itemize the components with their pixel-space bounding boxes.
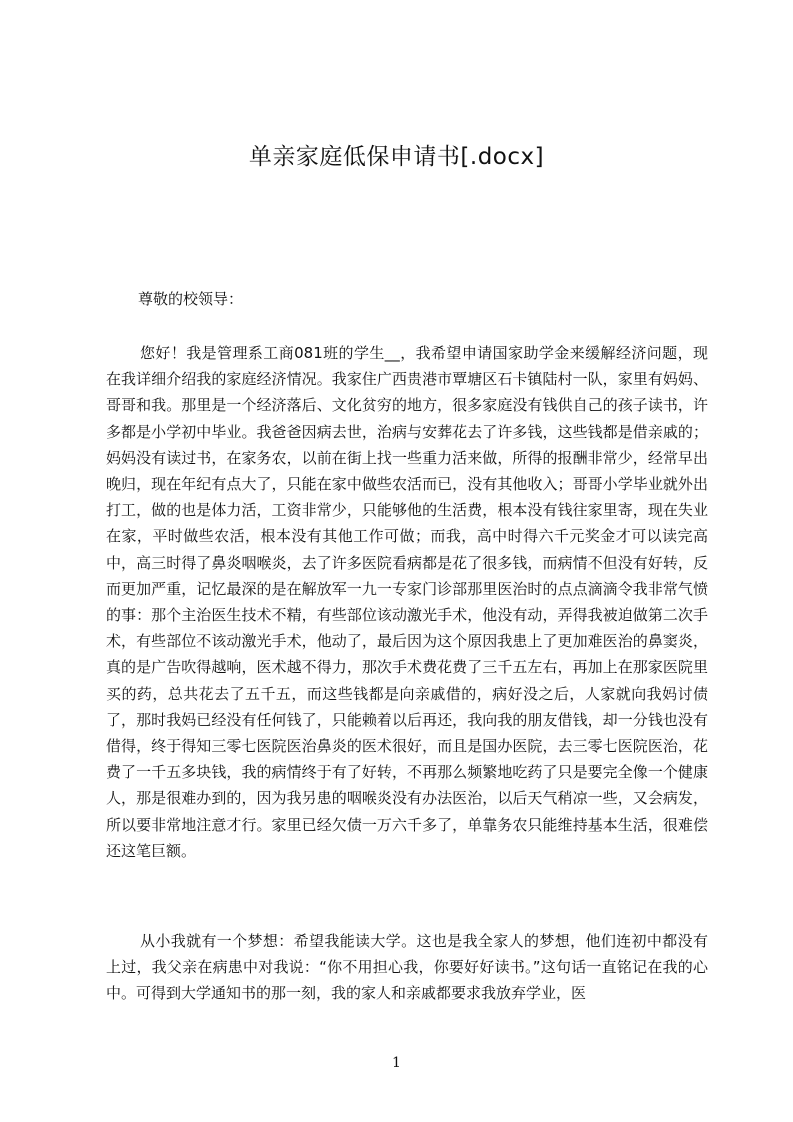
body-paragraph: 您好！我是管理系工商081班的学生__，我希望申请国家助学金来缓解经济问题，现在我详细介绍我的家庭经济情况。我家住广西贵港市覃塘区石卡镇陆村一队，家里有妈妈、哥哥和我。那里是一个经济落后、文化贫穷的地方，很多家庭没有钱供自己的孩子读书，许多都是小学初中毕业。我爸爸因病去世，治病与安葬花去了许多钱，这些钱都是借亲戚的；妈妈没有读过书，在家务农，以前在街上找一些重力活来做，所得的报酬非常少，经常早出晚归，现在年纪有点大了，只能在家中做些农活而已，没有其他收入；哥哥小学毕业就外出打工，做的也是体力活，工资非常少，只能够他的生活费，根本没有钱往家里寄，现在失业在家，平时做些农活，根本没有其他工作可做；而我，高中时得六千元奖金才可以读完高中，高三时得了鼻炎咽喉炎，去了许多医院看病都是花了很多钱，而病情不但没有好转，反而更加严重，记忆最深的是在解放军一九一专家门诊部那里医治时的点点滴滴令我非常气愤的事：那个主治医生技术不精，有些部位该动激光手术，他没有动，弄得我被迫做第二次手术，有些部位不该动激光手术，他动了，最后因为这个原因我患上了更加难医治的鼻窦炎，真的是广告吹得越响，医术越不得力，那次手术费花费了三千五左右，再加上在那家医院里买的药，总共花去了五千五，而这些钱都是向亲戚借的，病好没之后，人家就向我妈讨债了，那时我妈已经没有任何钱了，只能赖着以后再还，我向我的朋友借钱，却一分钱也没有借得，终于得知三零七医院医治鼻炎的医术很好，而且是国办医院，去三零七医院医治，花费了一千五多块钱，我的病情终于有了好转，不再那么频繁地吃药了只是要完全像一个健康人，那是很难办到的，因为我另患的咽喉炎没有办法医治，以后天气稍凉一些，又会病发，所以要非常地注意才行。家里已经欠债一万六千多了，单靠务农只能维持基本生活，很难偿还这笔巨额。	[106, 344, 708, 860]
body-paragraph: 从小我就有一个梦想：希望我能读大学。这也是我全家人的梦想，他们连初中都没有上过，我父亲在病患中对我说：“你不用担心我，你要好好读书。”这句话一直铭记在我的心中。可得到大学通知书的那一刻，我的家人和亲戚都要求我放弃学业，医	[106, 932, 708, 1003]
salutation: 尊敬的校领导：	[138, 290, 244, 308]
page-number: 1	[392, 1055, 401, 1071]
document-title: 单亲家庭低保申请书[.docx]	[248, 144, 545, 170]
